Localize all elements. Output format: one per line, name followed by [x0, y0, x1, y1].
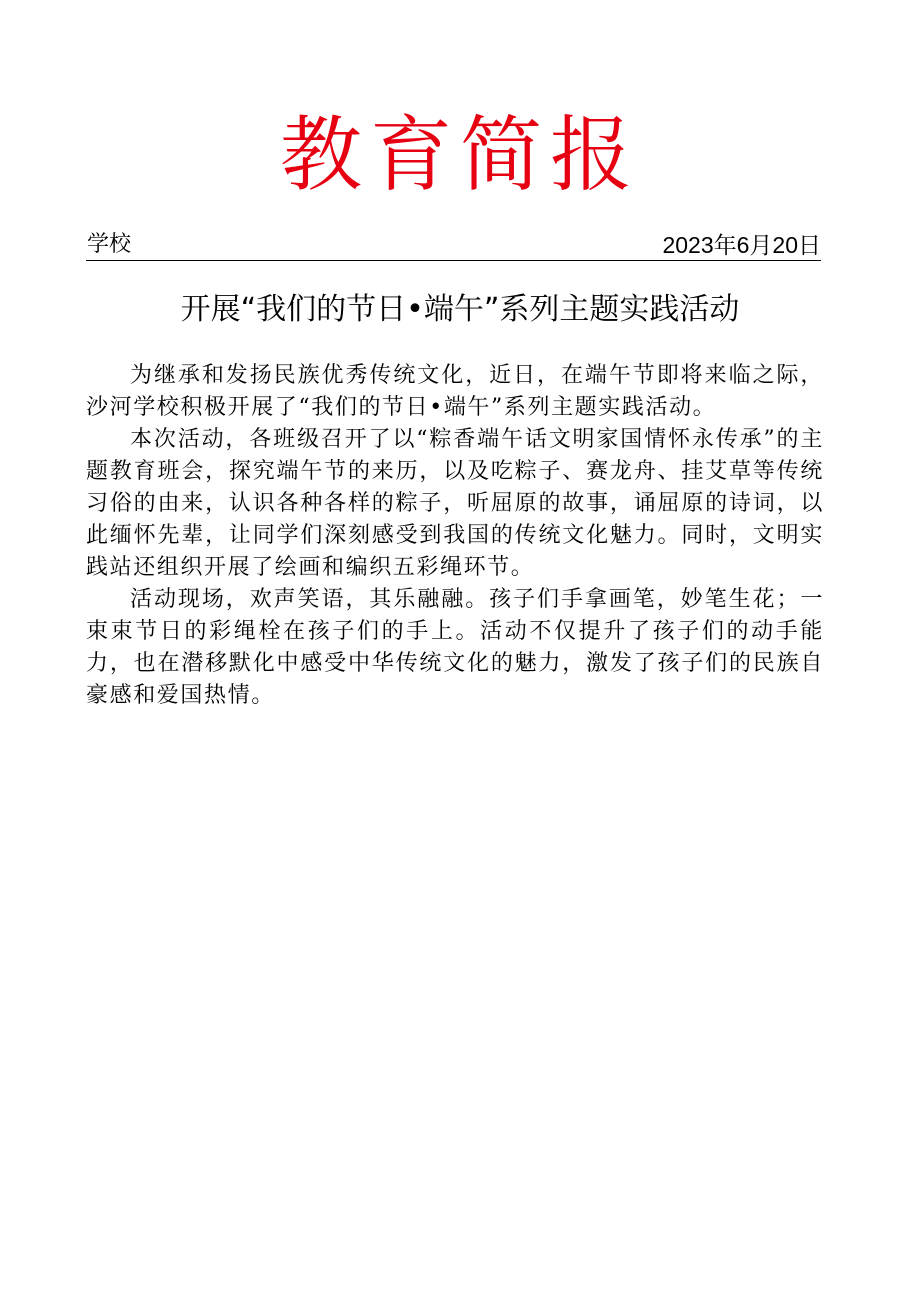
school-label: 学校 — [87, 232, 132, 257]
paragraph-2: 本次活动，各班级召开了以“粽香端午话文明家国情怀永传承”的主题教育班会，探究端午节的来历，以及吃粽子、赛龙舟、挂艾草等传统习俗的由来，认识各种各样的粽子，听屈原的故事，诵屈原的诗词，以此缅怀先辈，让同学们深刻感受到我国的传统文化魅力。同时，文明实践站还组织开展了绘画和编织五彩绳环节。 — [86, 427, 824, 580]
school-date-line — [86, 230, 821, 261]
article-body — [86, 360, 824, 712]
paragraph-3: 活动现场，欢声笑语，其乐融融。孩子们手拿画笔，妙笔生花；一束束节日的彩绳栓在孩子们的手上。活动不仅提升了孩子们的动手能力，也在潜移默化中感受中华传统文化的魅力，激发了孩子们的民族自豪感和爱国热情。 — [86, 587, 824, 708]
masthead-title: 教育简报 — [279, 108, 640, 203]
paragraph-1: 为继承和发扬民族优秀传统文化，近日，在端午节即将来临之际，沙河学校积极开展了“我们的节日•端午”系列主题实践活动。 — [86, 363, 824, 420]
issue-date: 2023年6月20日 — [662, 232, 821, 258]
article-title: 开展“我们的节日•端午”系列主题实践活动 — [180, 292, 740, 327]
